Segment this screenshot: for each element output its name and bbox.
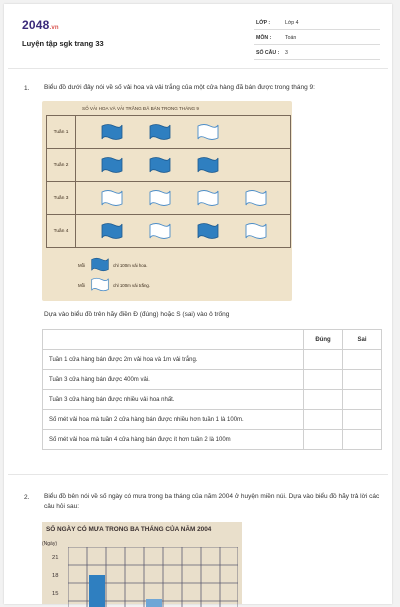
statement-cell: Số mét vải hoa mà tuần 2 cửa hàng bán được nhiều hơn tuần 1 là 100m. [43, 410, 304, 430]
y-tick-label: 21 [52, 555, 59, 561]
false-answer-cell[interactable] [343, 430, 382, 450]
true-answer-cell[interactable] [304, 350, 343, 370]
logo-text: 2048 [22, 18, 50, 32]
flowered-cloth-icon [100, 123, 124, 141]
true-answer-cell[interactable] [304, 390, 343, 410]
legend-prefix: Mỗi [78, 263, 86, 268]
question-divider [8, 474, 388, 475]
white-cloth-icon [148, 189, 172, 207]
false-answer-cell[interactable] [343, 390, 382, 410]
pictograph-cells [76, 116, 290, 148]
pictograph-row-label: Tuần 4 [47, 215, 76, 247]
statement-cell: Tuần 3 cửa hàng bán được 400m vải. [43, 370, 304, 390]
white-cloth-icon [196, 189, 220, 207]
table-header-false: Sai [343, 330, 382, 350]
y-tick-label: 18 [52, 573, 59, 579]
table-row [43, 370, 382, 390]
page-title: Luyện tập sgk trang 33 [22, 39, 104, 48]
chart-title: SỐ NGÀY CÓ MƯA TRONG BA THÁNG CỦA NĂM 2004 [46, 526, 212, 533]
white-cloth-icon [244, 222, 268, 240]
rainfall-chart-figure [42, 522, 242, 604]
flowered-cloth-icon [100, 156, 124, 174]
meta-key: LỚP : [256, 20, 271, 26]
table-header-statement [43, 330, 304, 350]
pictograph-grid [46, 115, 291, 248]
pictograph-figure [42, 101, 292, 301]
pictograph-row-label: Tuần 1 [47, 116, 76, 148]
legend-text: chỉ 100m vải trắng. [113, 283, 151, 288]
question-text: Biểu đồ bên nói về số ngày có mưa trong ba tháng của năm 2004 ở huyện miền núi. Dựa vào biểu đồ hãy trả lời các câu hỏi sau: [44, 493, 380, 510]
pictograph-cells [76, 182, 290, 214]
flowered-cloth-icon [148, 123, 172, 141]
white-cloth-icon [244, 189, 268, 207]
pictograph-row-label: Tuần 2 [47, 149, 76, 181]
question-number: 2. [24, 494, 30, 501]
true-answer-cell[interactable] [304, 430, 343, 450]
white-cloth-icon [100, 189, 124, 207]
pictograph-row [47, 116, 290, 149]
true-answer-cell[interactable] [304, 370, 343, 390]
pictograph-cells [76, 149, 290, 181]
false-answer-cell[interactable] [343, 410, 382, 430]
meta-value: Toán [285, 35, 297, 41]
meta-value: Lớp 4 [285, 20, 299, 26]
meta-key: SỐ CÂU : [256, 50, 280, 56]
pictograph-title: SỐ VẢI HOA VÀ VẢI TRẮNG ĐÃ BÁN TRONG THÁNG 9 [82, 106, 199, 111]
flowered-cloth-icon [196, 156, 220, 174]
chart-grid [68, 547, 238, 607]
pictograph-row [47, 149, 290, 182]
chart-bar [146, 599, 162, 607]
meta-row-subject [254, 31, 380, 45]
table-row [43, 390, 382, 410]
meta-row-question-count [254, 46, 380, 60]
meta-row-class [254, 16, 380, 30]
legend-text: chỉ 100m vải hoa. [113, 263, 148, 268]
site-logo[interactable] [22, 18, 59, 32]
table-row [43, 410, 382, 430]
pictograph-row [47, 182, 290, 215]
pictograph-row-label: Tuần 3 [47, 182, 76, 214]
meta-key: MÔN : [256, 35, 272, 41]
white-cloth-icon [196, 123, 220, 141]
true-false-table [42, 329, 382, 450]
false-answer-cell[interactable] [343, 370, 382, 390]
true-answer-cell[interactable] [304, 410, 343, 430]
white-cloth-icon [148, 222, 172, 240]
table-header-row [43, 330, 382, 350]
chart-y-axis-label: (Ngày) [42, 541, 58, 547]
meta-value: 3 [285, 50, 288, 56]
worksheet-page [4, 4, 392, 604]
statement-cell: Số mét vải hoa mà tuần 4 cửa hàng bán được ít hơn tuần 2 là 100m [43, 430, 304, 450]
flowered-cloth-icon [148, 156, 172, 174]
flowered-cloth-icon [100, 222, 124, 240]
table-row [43, 430, 382, 450]
logo-suffix: .vn [49, 25, 59, 31]
header-divider [8, 68, 388, 69]
flowered-cloth-icon [196, 222, 220, 240]
statement-cell: Tuần 1 cửa hàng bán được 2m vải hoa và 1m vải trắng. [43, 350, 304, 370]
statement-cell: Tuần 3 cửa hàng bán được nhiều vải hoa nhất. [43, 390, 304, 410]
chart-bar [89, 575, 105, 607]
instruction-text: Dựa vào biểu đồ trên hãy điền Đ (đúng) hoặc S (sai) vào ô trống [44, 311, 230, 318]
y-tick-label: 15 [52, 591, 59, 597]
legend-flowered-cloth-icon [90, 257, 110, 272]
table-header-true: Đúng [304, 330, 343, 350]
question-number: 1. [24, 85, 30, 92]
legend-white-cloth-icon [90, 277, 110, 292]
legend-prefix: Mỗi [78, 283, 86, 288]
pictograph-row [47, 215, 290, 247]
question-text: Biểu đồ dưới đây nói về số vải hoa và vải trắng của một cửa hàng đã bán được trong tháng 9: [44, 84, 315, 91]
false-answer-cell[interactable] [343, 350, 382, 370]
pictograph-cells [76, 215, 290, 247]
table-row [43, 350, 382, 370]
